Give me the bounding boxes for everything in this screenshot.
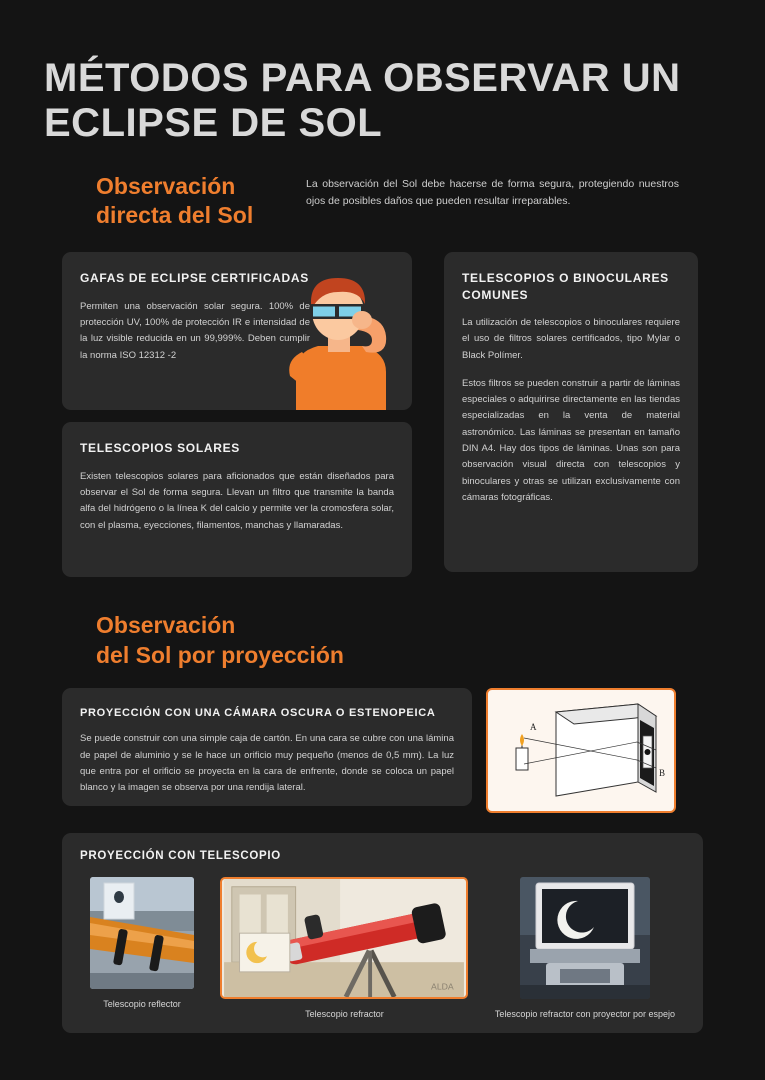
card-solar-telescopes-title: TELESCOPIOS SOLARES: [80, 441, 240, 456]
card-camera-obscura-body: Se puede construir con una simple caja de cartón. En una cara se cubre con una lámina de papel de aluminio y se le hace un orificio muy pequeño (menos de 0,5 mm). La luz que entra por el orificio se proyecta en la cara de enfrente, donde se coloca un papel blanco y la imagen se observa por una rendija lateral.: [80, 733, 454, 794]
camera-obscura-row: [44, 688, 721, 813]
photo-item-refractor: [220, 877, 468, 1020]
card-solar-telescopes: [62, 422, 412, 577]
telescope-photo-gallery: [80, 877, 685, 1020]
photo-refractor: [220, 877, 468, 999]
photo-caption-reflector: Telescopio reflector: [103, 998, 181, 1009]
card-binoculars-body-1: La utilización de telescopios o binoculares requiere el uso de filtros solares certificados, tipo Mylar o Black Polímer.: [462, 316, 680, 361]
photo-item-refractor-mirror: [495, 877, 675, 1020]
card-eclipse-glasses-body: Permiten una observación solar segura. 100% de protección UV, 100% de protección IR e intensidad de la luz visible reducida en un 99,999%. Deben cumplir la norma ISO 12312 -2: [80, 300, 310, 361]
photo-item-reflector: [90, 877, 194, 1010]
card-eclipse-glasses: [62, 252, 412, 410]
projection-heading-line1: Observación: [96, 612, 236, 639]
photo-caption-refractor-mirror: Telescopio refractor con proyector por espejo: [494, 1008, 675, 1019]
photo-reflector: [90, 877, 194, 989]
photo-refractor-mirror: [520, 877, 650, 999]
direct-observation-heading: [44, 172, 280, 231]
card-eclipse-glasses-title: GAFAS DE ECLIPSE CERTIFICADAS: [80, 271, 309, 286]
card-solar-telescopes-body: Existen telescopios solares para aficionados que están diseñados para observar el Sol de forma segura. Llevan un filtro que transmite la banda alfa del hidrógeno o la línea K del calcio y permite ver la cromosfera solar, con el plasma, eyecciones, filamentos, manchas y llamaradas.: [80, 470, 394, 531]
left-column: [62, 252, 412, 577]
direct-heading-line2: directa del Sol: [96, 202, 254, 229]
cards-row: [44, 252, 721, 577]
direct-observation-intro: [44, 172, 721, 231]
camera-obscura-diagram: [486, 688, 676, 813]
card-camera-obscura-title: PROYECCIÓN CON UNA CÁMARA OSCURA O ESTENOPEICA: [80, 707, 436, 720]
person-with-eclipse-glasses-illustration: [266, 260, 412, 410]
card-binoculars: [444, 252, 698, 572]
direct-observation-text: La observación del Sol debe hacerse de forma segura, protegiendo nuestros ojos de posibles daños que pueden resultar irreparables.: [306, 177, 679, 207]
card-telescope-projection-title: PROYECCIÓN CON TELESCOPIO: [80, 850, 281, 863]
card-telescope-projection: [62, 833, 703, 1033]
diagram-label-a: A: [530, 722, 537, 733]
pinhole-diagram-svg: [488, 690, 676, 813]
projection-heading-line2: del Sol por proyección: [96, 641, 344, 668]
card-binoculars-body-2: Estos filtros se pueden construir a partir de láminas especiales o adquirirse directamente en las tiendas especializadas en la venta de material astronómico. Las láminas se presentan en tamaño DIN A4. Hay dos tipos de láminas. Unas son para observación visual directa con telescopios y binoculares y otras se utilizan exclusivamente con cámaras fotográficas.: [462, 377, 680, 504]
card-binoculars-title: TELESCOPIOS O BINOCULARES COMUNES: [462, 271, 669, 302]
projection-heading: [44, 611, 721, 670]
photo-watermark-alda: ALDA: [431, 981, 455, 992]
photo-caption-refractor: Telescopio refractor: [305, 1008, 384, 1019]
diagram-label-b: B: [659, 768, 666, 779]
card-camera-obscura: [62, 688, 472, 806]
direct-heading-line1: Observación: [96, 172, 236, 199]
right-column: [444, 252, 698, 577]
page-title: MÉTODOS PARA OBSERVAR UN ECLIPSE DE SOL: [44, 56, 681, 145]
